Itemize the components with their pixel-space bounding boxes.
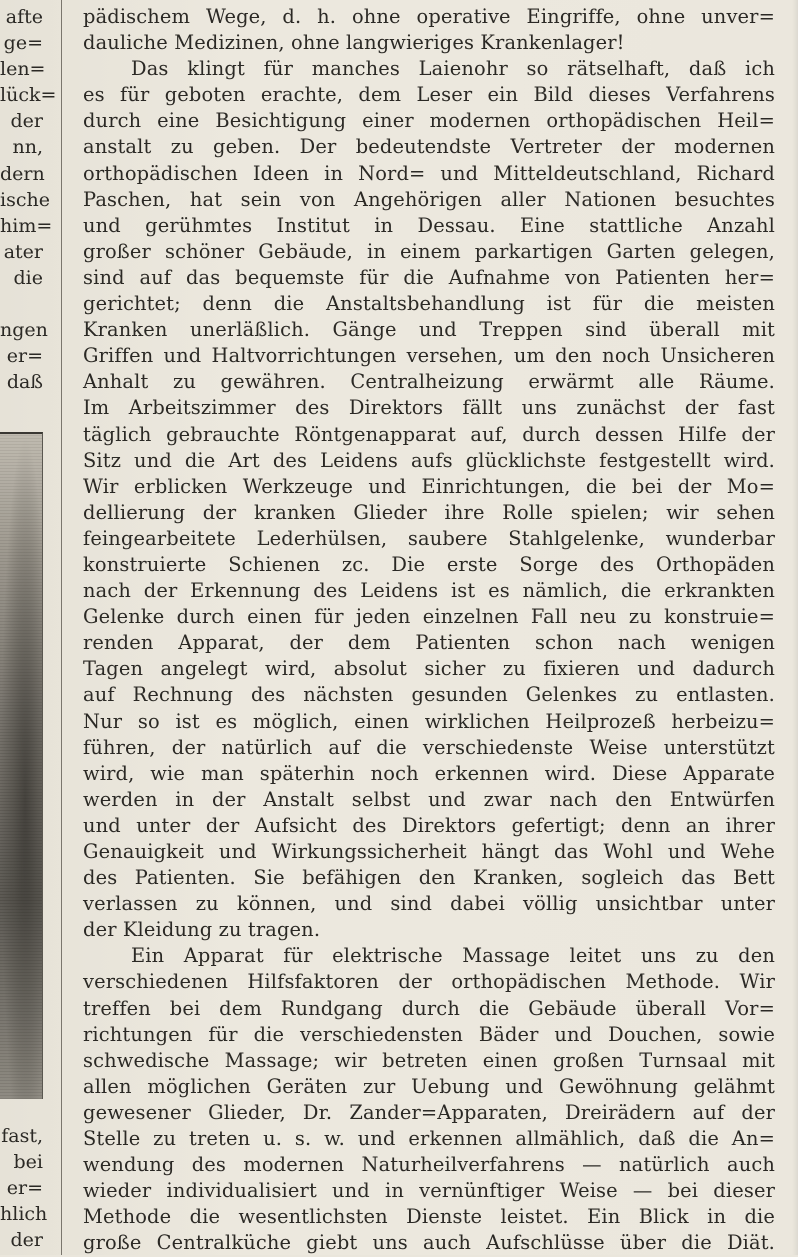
text-line: Anhalt zu gewähren. Centralheizung erwärmt alle Räume. <box>83 370 775 394</box>
text-line: pädischem Wege, d. h. ohne operative Eingriffe, ohne unver= <box>83 5 775 28</box>
text-line: verlassen zu können, und sind dabei völlig unsichtbar unter <box>83 892 775 916</box>
text-line: Gelenke durch einen für jeden einzelnen Fall neu zu konstruie= <box>83 605 775 629</box>
text-line: Stelle zu treten u. s. w. und erkennen allmählich, daß die An= <box>83 1127 775 1151</box>
paragraph-start-line: Ein Apparat für elektrische Massage leitet uns zu den <box>131 944 775 968</box>
left-column-line: ische <box>0 188 50 211</box>
text-line: Im Arbeitszimmer des Direktors fällt uns zunächst der fast <box>83 396 775 420</box>
text-line: richtungen für die verschiedensten Bäder und Douchen, sowie <box>83 1022 775 1046</box>
text-line: allen möglichen Geräten zur Uebung und Gewöhnung gelähmt <box>83 1074 775 1098</box>
text-line: sind auf das bequemste für die Aufnahme von Patienten her= <box>83 265 775 289</box>
left-column-line: er= <box>6 1177 43 1200</box>
text-line: es für geboten erachte, dem Leser ein Bild dieses Verfahrens <box>83 83 775 107</box>
page-edge-shadow <box>792 0 798 1255</box>
column-divider <box>61 0 62 1255</box>
text-line: anstalt zu geben. Der bedeutendste Vertreter der modernen <box>83 135 775 159</box>
text-line: Nur so ist es möglich, einen wirklichen Heilprozeß herbeizu= <box>83 709 775 733</box>
left-column-cropped-text <box>0 4 57 395</box>
text-line: Paschen, hat sein von Angehörigen aller Nationen besuchtes <box>83 187 775 211</box>
text-line: Wir erblicken Werkzeuge und Einrichtungen, die bei der Mo= <box>83 474 775 498</box>
text-line: und unter der Aufsicht des Direktors gefertigt; denn an ihrer <box>83 813 775 837</box>
text-line: großer schöner Gebäude, in einem parkartigen Garten gelegen, <box>83 239 775 263</box>
text-line: täglich gebrauchte Röntgenapparat auf, durch dessen Hilfe der <box>83 422 775 446</box>
text-line: des Patienten. Sie befähigen den Kranken, sogleich das Bett <box>83 866 775 890</box>
text-line: treffen bei dem Rundgang durch die Gebäude überall Vor= <box>83 996 775 1020</box>
text-line: durch eine Besichtigung einer modernen orthopädischen Heil= <box>83 109 775 133</box>
text-line: wendung des modernen Naturheilverfahrens — natürlich auch <box>83 1153 775 1177</box>
text-line: dellierung der kranken Glieder ihre Rolle spielen; wir sehen <box>83 500 775 524</box>
left-column-line: hlich <box>0 1203 48 1226</box>
left-column-line: him= <box>0 214 53 237</box>
text-line: Griffen und Haltvorrichtungen versehen, um den noch Unsicheren <box>83 344 775 368</box>
left-column-line: dern <box>0 162 45 185</box>
text-line: verschiedenen Hilfsfaktoren der orthopädischen Methode. Wir <box>83 970 775 994</box>
text-line: Methode die wesentlichsten Dienste leistet. Ein Blick in die <box>83 1205 775 1229</box>
left-column-line: ge= <box>3 32 43 55</box>
left-column-line: lück= <box>0 84 57 107</box>
text-line: Kranken unerläßlich. Gänge und Treppen sind überall mit <box>83 318 775 342</box>
text-line: führen, der natürlich auf die verschiedenste Weise unterstützt <box>83 735 775 759</box>
text-line: schwedische Massage; wir betreten einen großen Turnsaal mit <box>83 1048 775 1072</box>
left-column-line: ngen <box>0 319 48 342</box>
text-line: gerichtet; denn die Anstaltsbehandlung ist für die meisten <box>83 292 775 316</box>
text-line: wird, wie man späterhin noch erkennen wird. Diese Apparate <box>83 761 775 785</box>
text-line: renden Apparat, der dem Patienten schon nach wenigen <box>83 631 775 655</box>
left-column-blank-line <box>0 291 46 317</box>
cropped-illustration <box>0 432 43 1099</box>
left-column-line: daß <box>6 371 43 394</box>
left-column-cropped-text-bottom <box>0 1123 46 1253</box>
left-column-line: der <box>10 110 43 133</box>
text-line: Sitz und die Art des Leidens aufs glücklichste festgestellt wird. <box>83 448 775 472</box>
left-column-line: die <box>13 266 43 289</box>
text-line: dauliche Medizinen, ohne langwieriges Krankenlager! <box>83 31 625 55</box>
left-column-line: afte <box>5 6 43 28</box>
left-column-line: der <box>10 1229 43 1252</box>
text-line: der Kleidung zu tragen. <box>83 918 321 942</box>
left-column-line: ater <box>3 240 43 263</box>
text-line: große Centralküche giebt uns auch Aufschlüsse über die Diät. <box>83 1231 775 1255</box>
text-line: wieder individualisiert und in vernünftiger Weise — bei dieser <box>83 1179 775 1203</box>
left-column-line: er= <box>6 345 43 368</box>
text-line: Tagen angelegt wird, absolut sicher zu fixieren und dadurch <box>83 657 775 681</box>
text-line: gewesener Glieder, Dr. Zander=Apparaten, Dreirädern auf der <box>83 1100 775 1124</box>
text-line: Genauigkeit und Wirkungssicherheit hängt das Wohl und Wehe <box>83 840 775 863</box>
text-line: orthopädischen Ideen in Nord= und Mitteldeutschland, Richard <box>83 161 775 185</box>
paragraph-start-line: Das klingt für manches Laienohr so rätselhaft, daß ich <box>131 57 775 81</box>
text-line: nach der Erkennung des Leidens ist es nämlich, die erkrankten <box>83 579 775 603</box>
text-line: auf Rechnung des nächsten gesunden Gelenkes zu entlasten. <box>83 683 775 707</box>
text-line: feingearbeitete Lederhülsen, saubere Stahlgelenke, wunderbar <box>83 526 775 550</box>
article-body <box>83 4 775 1257</box>
text-line: konstruierte Schienen zc. Die erste Sorge des Orthopäden <box>83 552 775 576</box>
text-line: und gerühmtes Institut in Dessau. Eine stattliche Anzahl <box>83 213 775 237</box>
left-column-line: nn, <box>12 136 43 159</box>
text-line: werden in der Anstalt selbst und zwar nach den Entwürfen <box>83 787 775 811</box>
left-column-line: fast, <box>1 1125 43 1147</box>
left-column-line: bei <box>13 1151 43 1174</box>
left-column-line: len= <box>0 58 46 81</box>
